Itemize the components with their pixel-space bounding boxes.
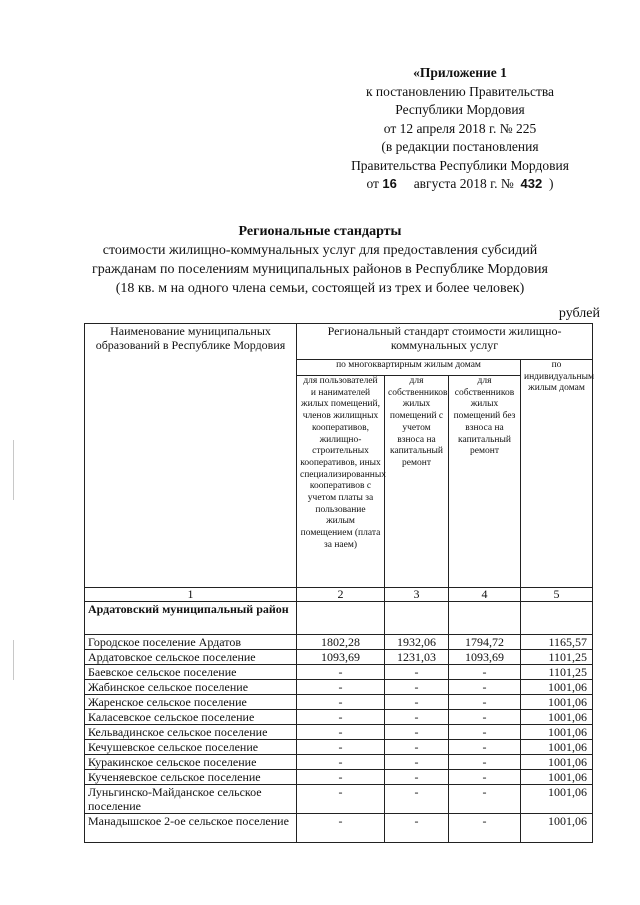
value-tenants: 1093,69 <box>297 650 385 665</box>
value-owners-without-fee: - <box>449 710 521 725</box>
column-number: 1 <box>85 588 297 602</box>
value-individual: 1165,57 <box>521 635 593 650</box>
date-day: 16 <box>382 176 397 191</box>
column-number: 3 <box>385 588 449 602</box>
value-individual: 1001,06 <box>521 680 593 695</box>
settlement-name: Куракинское сельское поселение <box>85 755 297 770</box>
value-tenants: - <box>297 740 385 755</box>
title-line: (18 кв. м на одного члена семьи, состоящей из трех и более человек) <box>115 281 525 296</box>
settlement-name: Кученяевское сельское поселение <box>85 770 297 785</box>
settlement-name: Кельвадинское сельское поселение <box>85 725 297 740</box>
value-individual: 1001,06 <box>521 755 593 770</box>
value-individual: 1001,06 <box>521 740 593 755</box>
value-owners-with-fee: - <box>385 785 449 814</box>
settlement-name: Ардатовское сельское поселение <box>85 650 297 665</box>
settlement-name: Кечушевское сельское поселение <box>85 740 297 755</box>
settlement-name: Жаренское сельское поселение <box>85 695 297 710</box>
value-individual: 1001,06 <box>521 725 593 740</box>
value-owners-with-fee: 1932,06 <box>385 635 449 650</box>
col-header-tenants: для пользователей и нанимателей жилых помещений, членов жилищных кооперативов, жилищно-строительных кооперативов, иных специализированных кооперативов с учетом платы за пользование жилым помещением (плата за наем) <box>297 376 385 588</box>
settlement-name: Каласевское сельское поселение <box>85 710 297 725</box>
column-number: 5 <box>521 588 593 602</box>
settlement-name: Манадышское 2-ое сельское поселение <box>85 814 297 843</box>
value-owners-with-fee: - <box>385 755 449 770</box>
col-header-standard: Региональный стандарт стоимости жилищно-коммунальных услуг <box>297 324 593 360</box>
table-row <box>85 680 593 695</box>
value-owners-without-fee: - <box>449 695 521 710</box>
value-owners-with-fee: - <box>385 814 449 843</box>
value-owners-with-fee: 1231,03 <box>385 650 449 665</box>
value-owners-with-fee: - <box>385 740 449 755</box>
value-individual: 1101,25 <box>521 650 593 665</box>
table-row <box>85 770 593 785</box>
value-individual: 1001,06 <box>521 710 593 725</box>
value-tenants: - <box>297 755 385 770</box>
value-tenants: - <box>297 725 385 740</box>
value-owners-without-fee: - <box>449 755 521 770</box>
col-header-multi: по многоквартирным жилым домам <box>297 360 521 376</box>
title-main: Региональные стандарты <box>238 224 402 239</box>
column-number-row <box>85 588 593 602</box>
date-mid: августа 2018 г. № <box>413 176 514 191</box>
header-line: Правительства Республики Мордовия <box>351 157 569 173</box>
header-line: к постановлению Правительства <box>365 83 555 99</box>
value-tenants: - <box>297 710 385 725</box>
approval-header <box>300 64 620 194</box>
table-row <box>85 725 593 740</box>
settlement-name: Баевское сельское поселение <box>85 665 297 680</box>
value-owners-without-fee: 1794,72 <box>449 635 521 650</box>
col-header-owners-without-fee: для собственников жилых помещений без взноса на капитальный ремонт <box>449 376 521 588</box>
value-individual: 1001,06 <box>521 785 593 814</box>
table-row <box>85 710 593 725</box>
table-row <box>85 635 593 650</box>
col-header-individual: по индивидуальным жилым домам <box>521 360 593 588</box>
value-owners-with-fee: - <box>385 665 449 680</box>
value-owners-without-fee: - <box>449 680 521 695</box>
value-owners-without-fee: - <box>449 770 521 785</box>
value-individual: 1001,06 <box>521 814 593 843</box>
value-tenants: - <box>297 680 385 695</box>
value-tenants: - <box>297 695 385 710</box>
value-individual: 1101,25 <box>521 665 593 680</box>
settlement-name: Городское поселение Ардатов <box>85 635 297 650</box>
header-line: (в редакции постановления <box>381 139 539 154</box>
value-tenants: 1802,28 <box>297 635 385 650</box>
value-owners-with-fee: - <box>385 725 449 740</box>
header-line: Республики Мордовия <box>395 102 525 117</box>
value-owners-without-fee: 1093,69 <box>449 650 521 665</box>
title-line: стоимости жилищно-коммунальных услуг для предоставления субсидий <box>102 243 538 258</box>
appendix-label: «Приложение 1 <box>413 65 507 80</box>
scan-left-margin-line <box>13 440 14 500</box>
value-tenants: - <box>297 665 385 680</box>
table-row <box>85 695 593 710</box>
table-row <box>85 785 593 814</box>
table-row <box>85 665 593 680</box>
value-owners-without-fee: - <box>449 740 521 755</box>
value-owners-without-fee: - <box>449 665 521 680</box>
column-number: 2 <box>297 588 385 602</box>
title-line: гражданам по поселениям муниципальных районов в Республике Мордовия <box>92 262 548 277</box>
decree-number: 432 <box>520 176 543 191</box>
col-header-name: Наименование муниципальных образований в Республике Мордовия <box>85 324 297 588</box>
group-row <box>85 602 593 635</box>
value-owners-with-fee: - <box>385 770 449 785</box>
document-title <box>40 222 600 298</box>
table-row <box>85 755 593 770</box>
value-individual: 1001,06 <box>521 770 593 785</box>
value-owners-with-fee: - <box>385 680 449 695</box>
standards-table <box>84 323 593 843</box>
header-date-line <box>300 175 620 194</box>
table-row <box>85 814 593 843</box>
value-owners-without-fee: - <box>449 814 521 843</box>
value-tenants: - <box>297 770 385 785</box>
value-tenants: - <box>297 814 385 843</box>
col-header-owners-with-fee: для собственников жилых помещений с учетом взноса на капитальный ремонт <box>385 376 449 588</box>
value-individual: 1001,06 <box>521 695 593 710</box>
date-suffix: ) <box>549 176 554 191</box>
table-row <box>85 650 593 665</box>
settlement-name: Луньгинско-Майданское сельское поселение <box>85 785 297 814</box>
value-owners-without-fee: - <box>449 785 521 814</box>
date-prefix: от <box>366 176 379 191</box>
value-owners-with-fee: - <box>385 710 449 725</box>
table-row <box>85 740 593 755</box>
currency-unit: рублей <box>558 306 600 321</box>
value-owners-with-fee: - <box>385 695 449 710</box>
header-line: от 12 апреля 2018 г. № 225 <box>383 120 537 136</box>
column-number: 4 <box>449 588 521 602</box>
value-owners-without-fee: - <box>449 725 521 740</box>
group-name: Ардатовский муниципальный район <box>85 602 297 635</box>
scan-left-margin-line <box>13 640 14 680</box>
value-tenants: - <box>297 785 385 814</box>
settlement-name: Жабинское сельское поселение <box>85 680 297 695</box>
